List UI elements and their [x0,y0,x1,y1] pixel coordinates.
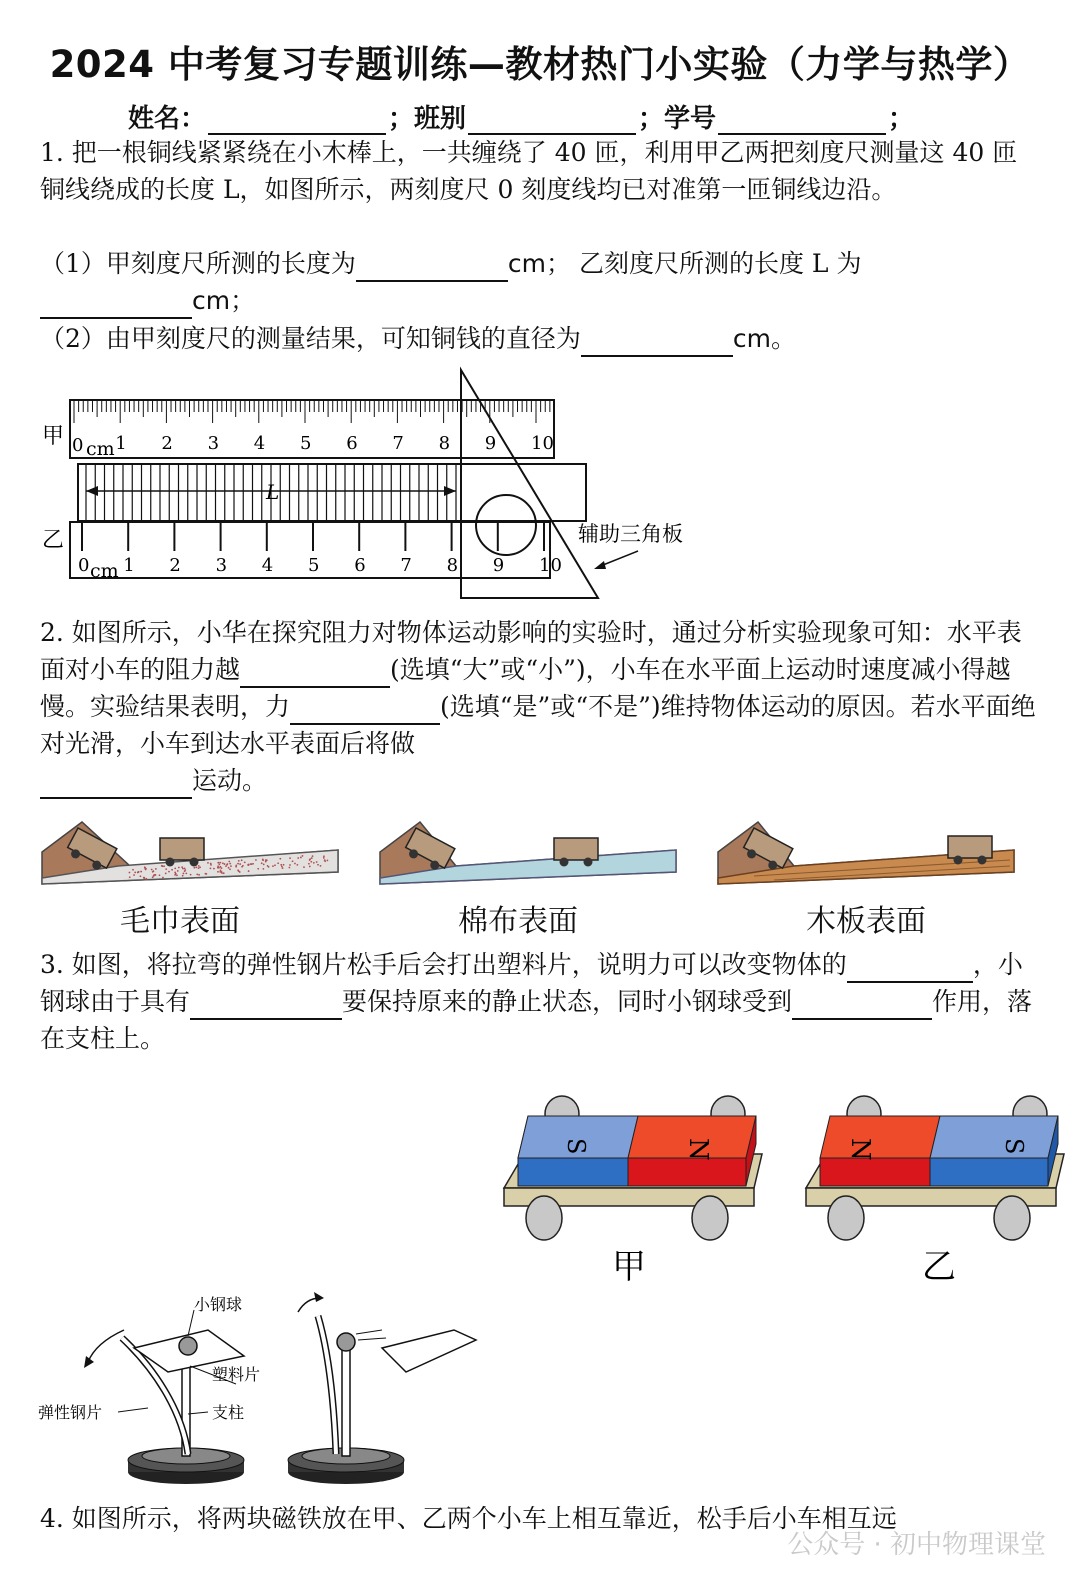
q4-stem: 4. 如图所示，将两块磁铁放在甲、乙两个小车上相互靠近，松手后小车相互远 [40,1504,897,1533]
label-steel-ball: 小钢球 [194,1295,243,1314]
steel-ball-left [179,1337,197,1355]
magnet-yi-left [820,1158,930,1186]
magnet-jia-left [518,1158,628,1186]
ramp-wood [718,822,1014,884]
magnet-yi-pole-right: S [1000,1138,1028,1155]
q2-stem-c: (选填“是”或“不是”)维持物体运动的原因。若水平面绝对光滑，小车到达水平表面后将做 [40,692,1036,758]
magnet-yi-pole-left: N [845,1138,875,1161]
ruler-yi-label: 乙 [42,528,65,553]
ruler-jia-number: 4 [253,433,266,454]
ruler-jia-number: 8 [438,433,451,454]
ruler-jia-label: 甲 [42,424,65,449]
apparatus-after [288,1292,476,1484]
q1-part2-a: （2）由甲刻度尺的测量结果，可知铜钱的直径为 [40,324,581,353]
info-end: ； [888,104,915,134]
q1-unit-1: cm； [507,249,572,278]
q1-part1 [40,245,1040,319]
ruler-jia-unit: cm [86,438,115,460]
cart-yi-label: 乙 [922,1247,956,1287]
q2-blank-1 [240,660,390,688]
q3-stem-a: 3. 如图，将拉弯的弹性钢片松手后会打出塑料片，说明力可以改变物体的 [40,950,847,979]
ramp-cloth [380,822,676,884]
magnet-jia-pole-right: N [683,1138,713,1161]
q1-unit-2: cm； [192,286,256,315]
ramps-figure [38,810,1028,892]
ruler-figure [38,365,718,605]
ruler-jia-number: 2 [161,433,173,454]
magnet-yi-right [930,1158,1048,1186]
steel-ball-right [337,1333,355,1351]
q1-blank-2 [40,291,192,319]
ruler-yi-number: 4 [261,555,274,576]
ruler-jia-number: 9 [484,433,497,454]
ruler-yi-number: 8 [446,555,459,576]
q3-blank-3 [792,992,932,1020]
ruler-yi-number: 1 [123,555,135,576]
label-plastic: 塑料片 [212,1365,261,1384]
label-steel-strip: 弹性钢片 [38,1403,103,1422]
q1-part1-a: （1）甲刻度尺所测的长度为 [40,249,356,278]
student-info-line [128,98,914,135]
q1-part1-b: 乙刻度尺所测的长度 L 为 [578,249,862,278]
q2-stem [40,614,1040,799]
class-label: ；班别 [388,104,467,134]
wooden-stick [78,464,586,521]
ruler-jia-number: 10 [531,433,554,454]
q3-blank-1 [847,955,973,983]
q2-blank-2 [290,697,440,725]
q1-unit-3: cm。 [732,324,797,353]
ruler-jia-number: 3 [207,433,220,454]
magnet-jia-right [628,1158,746,1186]
ruler-yi-unit: cm [90,560,119,582]
id-label: ；学号 [638,104,717,134]
q2-blank-3 [40,771,192,799]
ruler-yi-number: 5 [308,555,320,576]
q3-stem-d: 作用，落在支柱上。 [40,987,1033,1053]
length-label: L [266,480,280,504]
caption-wood: 木板表面 [806,904,926,939]
apparatus-before [84,1310,244,1484]
page-title: 2024 中考复习专题训练—教材热门小实验（力学与热学） [49,43,1031,86]
q2-stem-b: (选填“大”或“小”)，小车在水平面上运动时速度减小得越慢。实验结果表明，力 [40,655,1011,721]
plastic-sheet-flying [382,1330,476,1372]
triangle-label: 辅助三角板 [578,522,683,546]
ruler-yi-number: 10 [539,555,562,576]
magnet-jia-pole-left: S [562,1138,590,1155]
q3-blank-2 [190,992,342,1020]
q1-part2 [40,320,1040,357]
name-blank [208,109,386,135]
cart-jia [504,1096,762,1240]
q1-blank-3 [581,329,733,357]
cart-jia-label: 甲 [612,1247,646,1287]
q3-stem-b: ，小钢球由于具有 [40,950,1023,1016]
q1-blank-1 [356,254,508,282]
name-label: 姓名： [128,104,207,134]
q3-stem-c: 要保持原来的静止状态，同时小钢球受到 [342,987,793,1016]
ruler-yi-number: 6 [354,555,366,576]
q2-stem-d: 运动。 [192,766,268,795]
ruler-jia [70,400,554,458]
ruler-jia-number: 7 [392,433,404,454]
ruler-jia-number: 5 [300,433,312,454]
post-right [342,1350,350,1456]
ruler-jia-number: 6 [346,433,358,454]
ruler-yi-number: 7 [400,555,412,576]
triangle-pointer-head [594,561,606,569]
q3-stem [40,946,1040,1057]
ruler-yi-number: 9 [492,555,505,576]
ruler-yi-number: 0 [78,555,90,576]
ruler-jia-number: 1 [115,433,127,454]
ruler-jia-number: 0 [72,435,84,456]
id-blank [718,109,886,135]
steel-strip-figure [36,1290,486,1490]
ruler-yi-number: 3 [215,555,228,576]
q2-stem-a: 2. 如图所示，小华在探究阻力对物体运动影响的实验时，通过分析实验现象可知：水平表面对小车的阻力越 [40,618,1022,684]
cart-yi [806,1096,1064,1240]
ruler-yi-number: 2 [169,555,181,576]
label-post: 支柱 [212,1403,245,1422]
watermark: 公众号 · 初中物理课堂 [787,1530,1046,1560]
caption-towel: 毛巾表面 [120,904,240,939]
ramp-towel [42,822,338,884]
q1-stem: 1. 把一根铜线紧紧绕在小木棒上，一共缠绕了 40 匝，利用甲乙两把刻度尺测量这 40 匝铜线绕成的长度 L，如图所示，两刻度尺 0 刻度线均已对准第一匝铜线边沿。 [40,138,1018,204]
caption-cloth: 棉布表面 [458,904,578,939]
class-blank [468,109,636,135]
magnet-carts-figure [500,1092,1066,1288]
